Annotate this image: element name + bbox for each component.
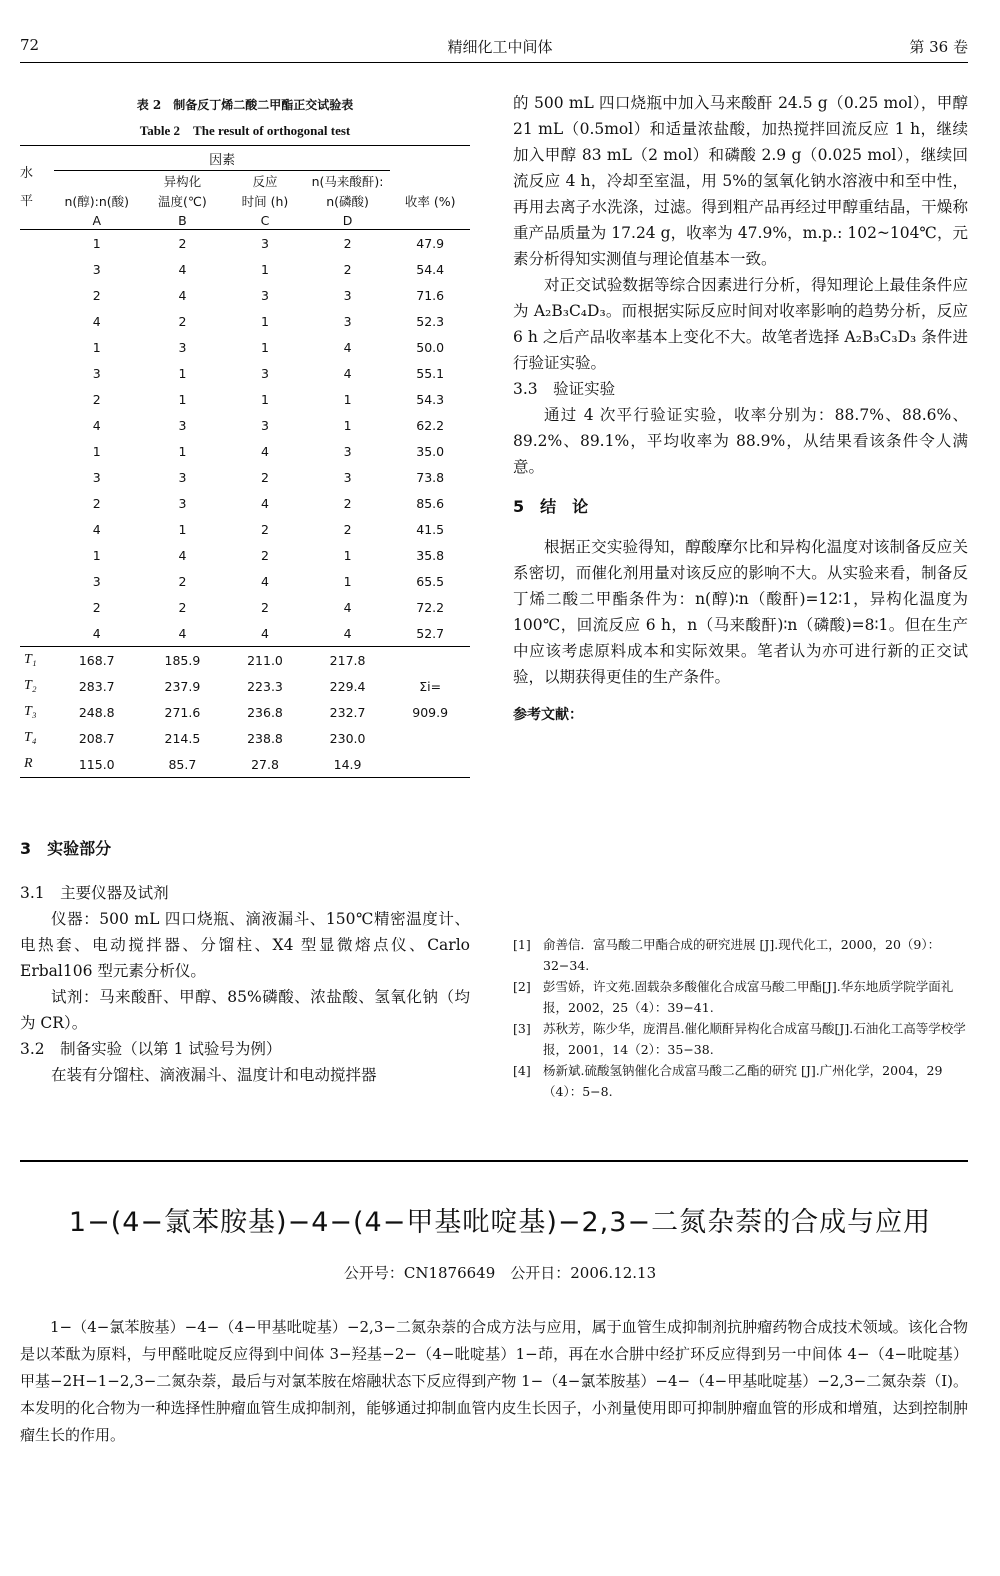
stat-cell: 14.9 [333, 756, 362, 772]
page-number: 72 [20, 36, 40, 54]
table-cell: 2 [178, 599, 187, 615]
col-b-mid: 温度(℃) [158, 194, 207, 209]
table-cell: 1 [343, 417, 352, 433]
subsection-3-1: 3.1 主要仪器及试剂 [20, 884, 169, 902]
stat-cell: 283.7 [78, 678, 115, 694]
table-cell: 65.5 [416, 573, 445, 589]
stat-cell: 248.8 [78, 704, 115, 720]
table-cell: 1 [92, 235, 101, 251]
stat-cell: 208.7 [78, 730, 115, 746]
stat-cell: 229.4 [329, 678, 366, 694]
stat-cell: 214.5 [164, 730, 201, 746]
reference-item [513, 1060, 968, 1102]
table-cell: 3 [92, 261, 101, 277]
col-a-letter: A [92, 212, 102, 228]
table-cell: 4 [343, 339, 352, 355]
table-cell: 3 [261, 287, 269, 303]
table-cell: 3 [178, 417, 187, 433]
right-column [513, 90, 968, 728]
subsection-3-2: 3.2 制备实验（以第 1 试验号为例） [20, 1040, 282, 1058]
reference-item [513, 1018, 968, 1060]
table-cell: 1 [261, 391, 269, 407]
stat-cell: 211.0 [247, 652, 283, 668]
subsection-3-3: 3.3 验证实验 [513, 380, 616, 398]
table-cell: 2 [178, 313, 187, 329]
stat-cell: 271.6 [164, 704, 201, 720]
stat-cell: 223.3 [247, 678, 283, 694]
stat-rows [20, 647, 470, 778]
table-cell: 1 [343, 391, 352, 407]
table-cell: 3 [261, 417, 269, 433]
table-caption-en: Table 2 The result of orthogonal test [139, 123, 351, 138]
stat-label: T₂ [24, 678, 37, 693]
table-row [20, 542, 470, 568]
para-conclusion: 根据正交实验得知，醇酸摩尔比和异构化温度对该制备反应关系密切，而催化剂用量对该反应的影响不大。从实验来看，制备反丁烯二酸二甲酯条件为：n(醇)∶n（酸酐)=12∶1，异构化温度为 100℃，回流反应 6 h，n（马来酸酐)∶n（磷酸)=8∶1。但在生产中应该考虑原料成本和实际效果。笔者认为亦可进行新的正交试验，以期获得更佳的生产条件。 [513, 538, 968, 686]
table-row [20, 464, 470, 490]
table-cell: 4 [261, 495, 269, 511]
table-cell: 3 [178, 495, 187, 511]
table-cell: 2 [92, 495, 101, 511]
table-row [20, 230, 470, 257]
para-prep-continued: 的 500 mL 四口烧瓶中加入马来酸酐 24.5 g（0.25 mol），甲醇 21 mL（0.5mol）和适量浓盐酸，加热搅拌回流反应 1 h，继续加入甲醇 83 mL（2 mol）和磷酸 2.9 g（0.025 mol），继续回流反应 4 h，冷却至室温，用 5%的氢氧化钠水溶液中和至中性，再用去离子水洗涤，过滤。得到粗产品再经过甲醇重结晶，干燥称重产品质量为 17.24 g，收率为 47.9%，m.p.: 102~104℃，元素分析得知实测值与理论值基本一致。 [513, 94, 968, 268]
stat-row [20, 647, 470, 674]
table-cell: 1 [92, 547, 101, 563]
table-cell: 3 [92, 573, 101, 589]
table-cell: 3 [261, 365, 269, 381]
stat-row [20, 673, 470, 699]
table-row [20, 438, 470, 464]
table-cell: 4 [178, 625, 187, 641]
para-instruments: 仪器：500 mL 四口烧瓶、滴液漏斗、150℃精密温度计、电热套、电动搅拌器、分馏柱、X4 型显微熔点仪、Carlo Erbal106 型元素分析仪。 [20, 910, 486, 980]
reference-item [513, 976, 968, 1018]
table-cell: 35.0 [416, 443, 445, 459]
table-cell: 1 [261, 313, 269, 329]
publication-info: 公开号：CN1876649 公开日：2006.12.13 [343, 1264, 657, 1282]
stat-label: T₄ [24, 730, 37, 745]
table-cell: 4 [343, 365, 352, 381]
table-cell: 1 [178, 521, 187, 537]
table-cell: 4 [343, 599, 352, 615]
table-cell: 3 [343, 287, 352, 303]
table-cell: 71.6 [416, 287, 445, 303]
article-abstract: 1−（4−氯苯胺基）−4−（4−甲基吡啶基）−2,3−二氮杂萘的合成方法与应用，属于血管生成抑制剂抗肿瘤药物合成技术领域。该化合物是以苯酞为原料，与甲醛吡啶反应得到中间体 3−羟基−2−（4−吡啶基）1−茚，再在水合肼中经扩环反应得到另一中间体 4−（4−吡啶基）甲基−2H−1−2,3−二氮杂萘，最后与对氯苯胺在熔融状态下反应得到产物 1−（4−氯苯胺基）−4−（4−甲基吡啶基）−2,3−二氮杂萘（I)。本发明的化合物为一种选择性肿瘤血管生成抑制剂，能够通过抑制血管内皮生长因子，小剂量使用即可抑制肿瘤血管的形成和增殖，达到控制肿瘤生长的作用。 [20, 1318, 968, 1444]
stat-cell: 115.0 [78, 756, 115, 772]
reference-number: [2] [513, 979, 531, 994]
volume-label: 第 36 卷 [909, 38, 968, 56]
table-cell: 62.2 [416, 417, 445, 433]
table-cell: 72.2 [416, 599, 445, 615]
table-cell: 3 [343, 469, 352, 485]
table-row [20, 412, 470, 438]
table-cell: 4 [343, 625, 352, 641]
table-cell: 41.5 [416, 521, 445, 537]
table-cell: 3 [178, 339, 187, 355]
table-cell: 3 [343, 443, 352, 459]
reference-number: [4] [513, 1063, 531, 1078]
table-row [20, 334, 470, 360]
stat-cell [390, 751, 470, 778]
table-cell: 73.8 [416, 469, 445, 485]
table-cell: 85.6 [416, 495, 445, 511]
col-b-letter: B [178, 212, 187, 228]
col-a-mid: n(醇):n(酸) [64, 194, 130, 209]
col-b-top: 异构化 [163, 174, 202, 189]
reference-text: 杨新斌.硫酸氢钠催化合成富马酸二乙酯的研究 [J].广州化学，2004，29（4）：5−8. [543, 1063, 943, 1099]
stat-cell: 909.9 [412, 704, 449, 720]
col-c-mid: 时间 (h) [241, 194, 289, 209]
yield-header: 收率 (%) [404, 194, 456, 209]
table-cell: 54.4 [416, 261, 445, 277]
table-cell: 2 [343, 261, 352, 277]
table-cell: 35.8 [416, 547, 445, 563]
reference-text: 苏秋芳，陈少华，庞渭昌.催化顺酐异构化合成富马酸[J].石油化工高等学校学报，2001，14（2）：35−38. [543, 1021, 966, 1057]
table-cell: 47.9 [416, 235, 445, 251]
table-cell: 2 [92, 287, 101, 303]
stat-cell: 168.7 [78, 652, 115, 668]
factors-header: 因素 [54, 146, 391, 171]
stat-row [20, 725, 470, 751]
para-prep-start: 在装有分馏柱、滴液漏斗、温度计和电动搅拌器 [51, 1066, 377, 1084]
left-column [20, 836, 486, 1088]
table-row [20, 282, 470, 308]
stat-row [20, 751, 470, 778]
table-cell: 3 [92, 365, 101, 381]
table-cell: 54.3 [416, 391, 445, 407]
trial-rows [20, 230, 470, 647]
table-cell: 2 [343, 521, 352, 537]
reference-text: 俞善信．富马酸二甲酯合成的研究进展 [J].现代化工，2000，20（9）：32−34. [543, 937, 941, 973]
table-row [20, 620, 470, 647]
table-cell: 4 [92, 313, 101, 329]
table-row [20, 256, 470, 282]
table-cell: 2 [178, 573, 187, 589]
table-cell: 3 [343, 313, 352, 329]
table-row [20, 308, 470, 334]
table-cell: 4 [92, 625, 101, 641]
para-verification: 通过 4 次平行验证实验，收率分别为：88.7%、88.6%、89.2%、89.1%，平均收率为 88.9%，从结果看该条件令人满意。 [513, 406, 968, 476]
para-reagents: 试剂：马来酸酐、甲醇、85%磷酸、浓盐酸、氢氧化钠（均为 CR）。 [20, 988, 470, 1032]
table-cell: 4 [261, 625, 269, 641]
col-a-top [54, 171, 140, 192]
table-cell: 1 [178, 443, 187, 459]
reference-number: [3] [513, 1021, 531, 1036]
table-cell: 2 [343, 235, 352, 251]
reference-text: 彭雪娇，许文苑.固载杂多酸催化合成富马酸二甲酯[J].华东地质学院学面礼报，2002，25（4）：39−41. [543, 979, 954, 1015]
table-cell: 1 [261, 339, 269, 355]
table-cell: 2 [261, 547, 269, 563]
stat-cell: 236.8 [247, 704, 283, 720]
table-cell: 4 [261, 443, 269, 459]
table-cell: 3 [261, 235, 269, 251]
table-cell: 1 [92, 443, 101, 459]
col-c-letter: C [260, 212, 270, 228]
stat-row [20, 699, 470, 725]
table-cell: 1 [261, 261, 269, 277]
stat-cell: 85.7 [168, 756, 197, 772]
table-cell: 1 [343, 573, 352, 589]
stat-cell: 237.9 [164, 678, 201, 694]
table-row [20, 594, 470, 620]
stat-label: T₁ [24, 652, 37, 667]
section-divider [20, 1160, 968, 1162]
level-header: 水 平 [20, 165, 34, 209]
table-cell: 4 [178, 547, 187, 563]
table-cell: 2 [92, 391, 101, 407]
stat-cell: 185.9 [164, 652, 201, 668]
col-c-top: 反应 [252, 174, 278, 189]
stat-cell: 27.8 [251, 756, 279, 772]
table-cell: 2 [261, 469, 269, 485]
table-row [20, 516, 470, 542]
table-cell: 4 [178, 287, 187, 303]
stat-label: R [24, 756, 33, 771]
stat-cell: 230.0 [329, 730, 366, 746]
col-d-top: n(马来酸酐): [311, 174, 384, 189]
col-d-mid: n(磷酸) [326, 194, 369, 209]
stat-label: T₃ [24, 704, 37, 719]
table-cell: 3 [92, 469, 101, 485]
para-analysis: 对正交试验数据等综合因素进行分析，得知理论上最佳条件应为 A₂B₃C₄D₃。而根据实际反应时间对收率影响的趋势分析，反应 6 h 之后产品收率基本上变化不大。故笔者选择 A₂B₃C₃D₃ 条件进行验证实验。 [513, 276, 968, 372]
section-5-heading: 5 结 论 [513, 497, 589, 516]
references-heading: 参考文献： [513, 707, 583, 723]
table-cell: 2 [343, 495, 352, 511]
journal-name: 精细化工中间体 [447, 38, 553, 56]
stat-cell [390, 647, 470, 674]
table-cell: 2 [92, 599, 101, 615]
table-cell: 1 [343, 547, 352, 563]
reference-number: [1] [513, 937, 531, 952]
section-3-heading: 3 实验部分 [20, 839, 112, 858]
table-cell: 4 [92, 521, 101, 537]
stat-cell [390, 725, 470, 751]
table-cell: 52.3 [416, 313, 445, 329]
table-row [20, 360, 470, 386]
table-cell: 50.0 [416, 339, 445, 355]
header-rule [20, 62, 968, 63]
table-cell: 1 [92, 339, 101, 355]
stat-cell: 217.8 [329, 652, 366, 668]
table-cell: 4 [178, 261, 187, 277]
table-cell: 2 [261, 599, 269, 615]
table-cell: 1 [178, 365, 187, 381]
table-cell: 3 [178, 469, 187, 485]
table-cell: 4 [92, 417, 101, 433]
stat-cell: 232.7 [329, 704, 366, 720]
reference-item [513, 934, 968, 976]
col-d-letter: D [342, 212, 353, 228]
table-row [20, 386, 470, 412]
orthogonal-table [20, 145, 470, 778]
stat-cell: 238.8 [247, 730, 283, 746]
stat-cell: Σi= [419, 678, 442, 694]
table-cell: 4 [261, 573, 269, 589]
table-row [20, 568, 470, 594]
table-cell: 2 [178, 235, 187, 251]
table-row [20, 490, 470, 516]
table-cell: 55.1 [416, 365, 445, 381]
table-cell: 52.7 [416, 625, 445, 641]
table-caption-cn: 表 2 制备反丁烯二酸二甲酯正交试验表 [136, 98, 354, 112]
table-cell: 2 [261, 521, 269, 537]
article-title: 1−(4−氯苯胺基)−4−(4−甲基吡啶基)−2,3−二氮杂萘的合成与应用 [68, 1207, 932, 1238]
table-cell: 1 [178, 391, 187, 407]
